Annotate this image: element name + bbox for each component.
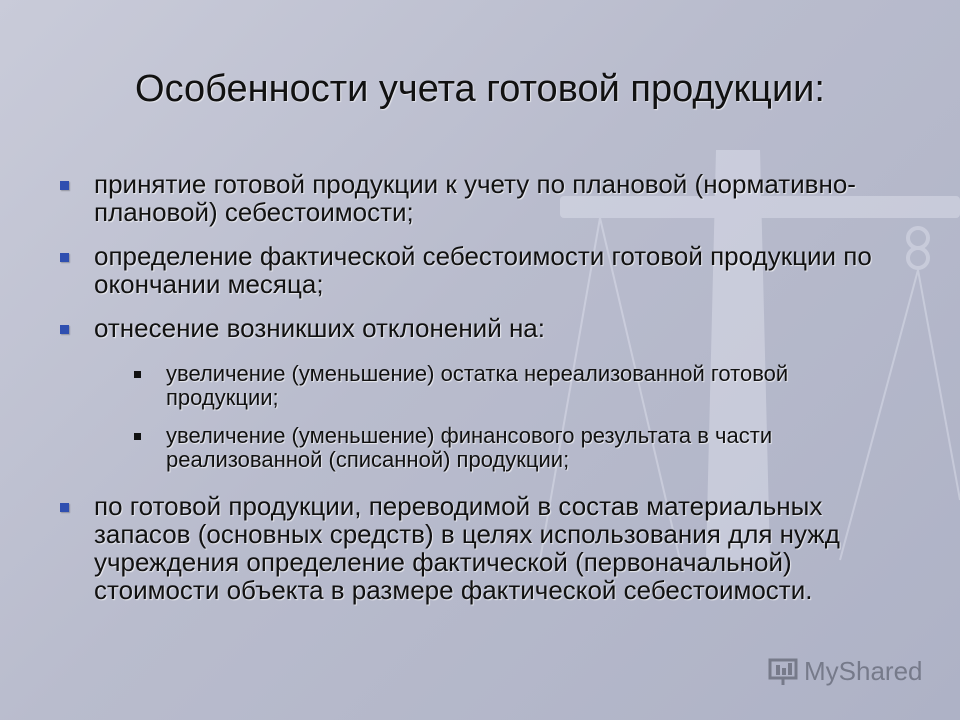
square-bullet-icon <box>60 253 69 262</box>
presentation-board-icon <box>768 658 798 686</box>
square-sub-bullet-icon <box>134 433 141 440</box>
bullet-text: принятие готовой продукции к учету по плановой (нормативно-плановой) себестоимости; <box>94 169 856 227</box>
bullet-item <box>56 170 916 226</box>
bullet-item <box>56 314 916 342</box>
sub-bullet-item <box>134 362 906 410</box>
square-bullet-icon <box>60 503 69 512</box>
square-bullet-icon <box>60 181 69 190</box>
bullet-item <box>56 242 916 298</box>
sub-bullet-text: увеличение (уменьшение) финансового результата в части реализованной (списанной) продукции; <box>166 423 773 472</box>
bullet-list <box>56 170 916 620</box>
sub-bullet-text: увеличение (уменьшение) остатка нереализованной готовой продукции; <box>166 361 789 410</box>
watermark-text: MyShared <box>804 656 923 686</box>
square-sub-bullet-icon <box>134 371 141 378</box>
square-bullet-icon <box>60 325 69 334</box>
sub-bullet-item <box>134 424 906 472</box>
myshared-watermark <box>768 656 923 687</box>
bullet-item <box>56 492 884 604</box>
bullet-text: определение фактической себестоимости готовой продукции по окончании месяца; <box>94 241 872 299</box>
bullet-text: по готовой продукции, переводимой в состав материальных запасов (основных средств) в целях использования для нужд учреждения определение фактической (первоначальной) стоимости объекта в размере фактической себестоимости. <box>94 491 840 605</box>
slide-title: Особенности учета готовой продукции: <box>135 68 825 110</box>
bullet-text: отнесение возникших отклонений на: <box>94 313 545 343</box>
